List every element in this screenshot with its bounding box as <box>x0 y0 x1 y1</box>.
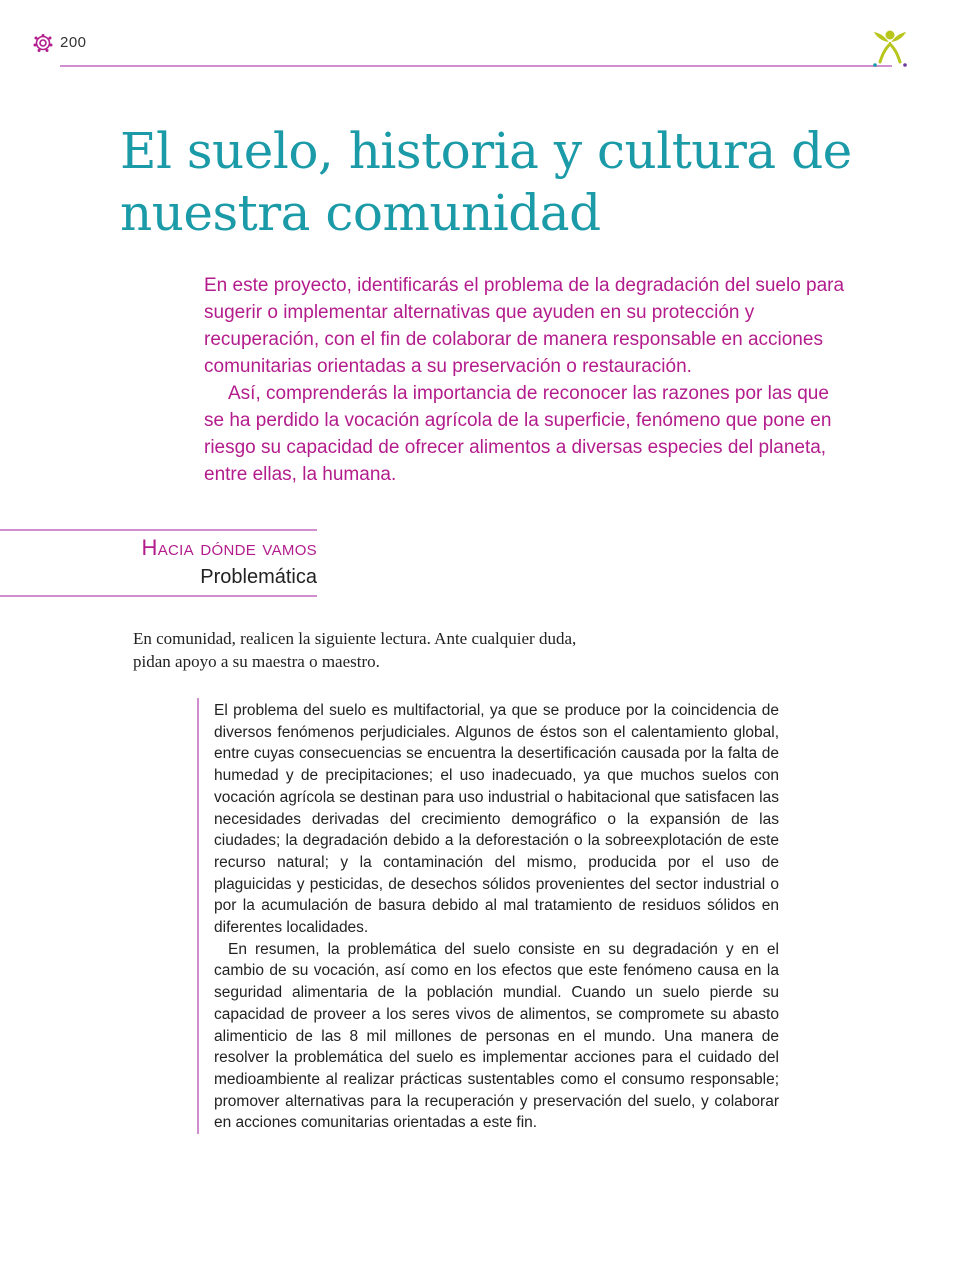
section-bottom-divider <box>0 595 317 597</box>
title-line-1: El suelo, historia y cultura de <box>120 122 852 180</box>
intro-paragraph-2: Así, comprenderás la importancia de reconocer las razones por las que se ha perdido la vocación agrícola de la superficie, fenómeno que pone en riesgo su capacidad de ofrecer alimentos a diversas especies del planeta, entre ellas, la humana. <box>204 383 832 485</box>
rosette-flower-icon <box>33 34 53 57</box>
reading-paragraph-2: En resumen, la problemática del suelo consiste en su degradación y en el cambio de su vocación, así como en los efectos que este fenómeno causa en la seguridad alimentaria de la población mundial. Cuando un suelo pierde su capacidad de proveer a los seres vivos de alimentos, se compromete su abasto alimenticio de las 8 mil millones de personas en el mundo. Una manera de resolver la problemática del suelo es implementar acciones para el cuidado del medioambiente al realizar prácticas sustentables como el consumo responsable; promover alternativas para la recuperación y preservación del suelo, y colaborar en acciones comunitarias orientadas a este fin. <box>214 940 779 1132</box>
reading-sidebar-line <box>197 698 199 1134</box>
instruction-text: En comunidad, realicen la siguiente lectura. Ante cualquier duda, pidan apoyo a su maestra o maestro. <box>133 629 577 671</box>
title-line-2: nuestra comunidad <box>120 184 601 242</box>
page-number: 200 <box>60 34 87 51</box>
section-subheading: Problemática <box>200 566 317 588</box>
intro-paragraph-1: En este proyecto, identificarás el problema de la degradación del suelo para sugerir o implementar alternativas que ayuden en su protección y recuperación, con el fin de colaborar de manera responsable en acciones comunitarias orientadas a su preservación o restauración. <box>204 275 845 377</box>
page-header <box>30 30 910 70</box>
sprout-person-logo-icon <box>870 28 910 73</box>
page-title <box>120 120 880 244</box>
header-divider <box>60 65 892 67</box>
section-heading: Hacia dónde vamos <box>141 535 317 560</box>
reading-passage <box>214 700 779 1134</box>
reading-paragraph-1: El problema del suelo es multifactorial, ya que se produce por la coincidencia de diversos fenómenos perjudiciales. Algunos de éstos son el calentamiento global, entre cuyas consecuencias se encuentra la desertificación causada por la falta de humedad y de precipitaciones; el uso inadecuado, ya que muchos suelos con vocación agrícola se destinan para uso industrial o habitacional que satisfacen las necesidades derivadas del crecimiento demográfico o la expansión de las ciudades; la degradación debido a la deforestación o la sobreexplotación de este recurso natural; y la contaminación del mismo, producida por el uso de plaguicidas y pesticidas, de desechos sólidos provenientes del sector industrial o por la acumulación de basura debido al mal tratamiento de residuos sólidos en diferentes localidades. <box>214 702 779 937</box>
section-top-divider <box>0 529 317 531</box>
intro-text <box>204 272 854 488</box>
